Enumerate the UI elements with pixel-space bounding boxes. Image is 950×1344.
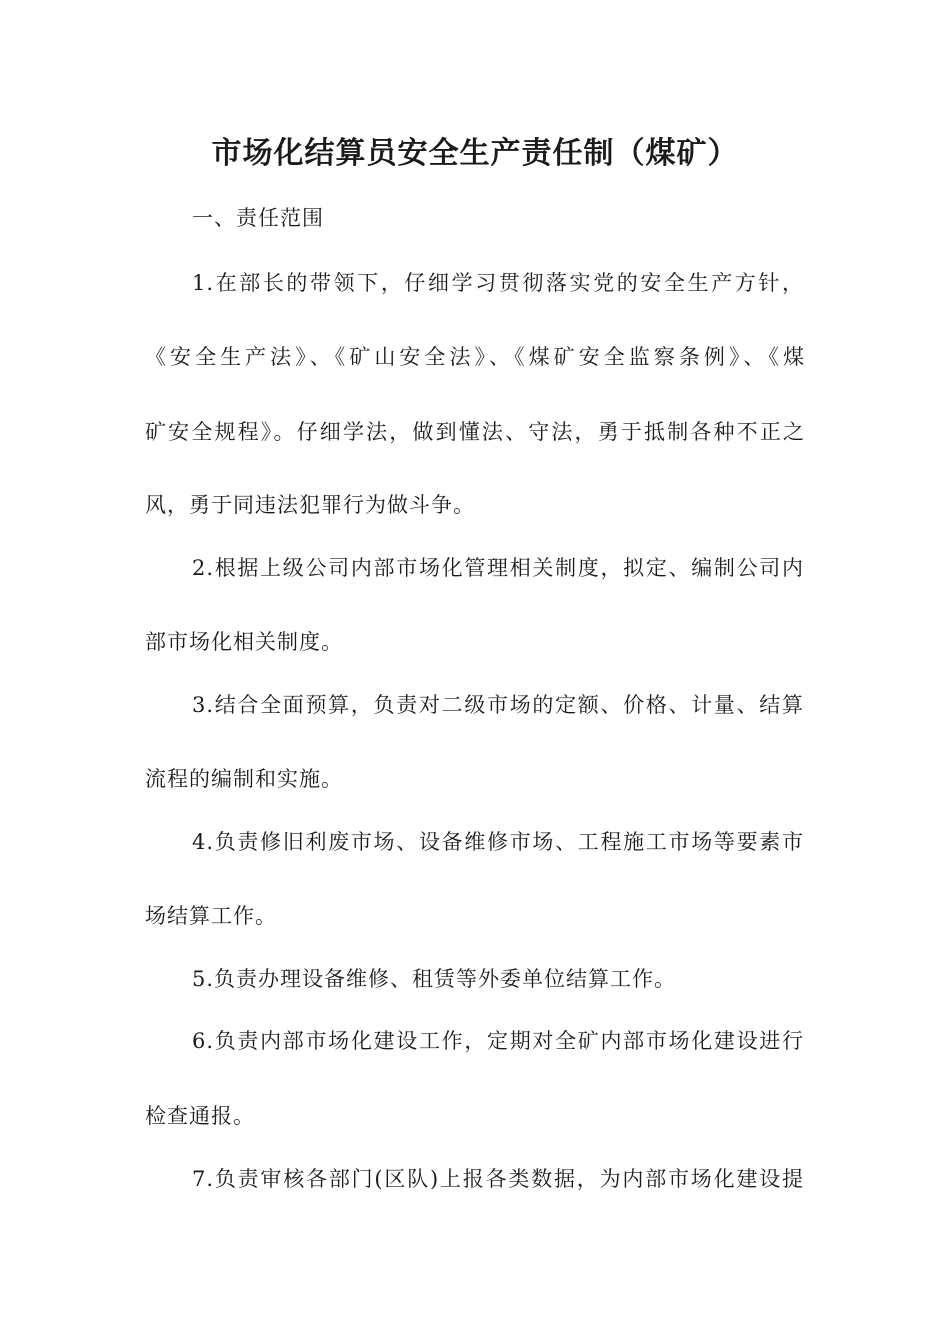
paragraph-2-line-2: 部市场化相关制度。 xyxy=(145,630,343,654)
paragraph-1-line-2: 《安全生产法》、《矿山安全法》、《煤矿安全监察条例》、《煤 xyxy=(145,345,805,369)
paragraph-6-line-2: 检查通报。 xyxy=(145,1104,255,1128)
paragraph-1-line-4: 风，勇于同违法犯罪行为做斗争。 xyxy=(145,493,475,517)
document-title: 市场化结算员安全生产责任制（煤矿） xyxy=(211,136,739,171)
paragraph-7-line-1: 7.负责审核各部门(区队)上报各类数据，为内部市场化建设提 xyxy=(192,1167,804,1191)
paragraph-3-line-2: 流程的编制和实施。 xyxy=(145,767,343,791)
paragraph-5-line-1: 5.负责办理设备维修、租赁等外委单位结算工作。 xyxy=(192,967,677,991)
paragraph-1-line-3: 矿安全规程》。仔细学法，做到懂法、守法，勇于抵制各种不正之 xyxy=(145,420,805,444)
paragraph-2-line-1: 2.根据上级公司内部市场化管理相关制度，拟定、编制公司内 xyxy=(192,556,804,580)
paragraph-4-line-1: 4.负责修旧利废市场、设备维修市场、工程施工市场等要素市 xyxy=(192,830,804,854)
section-heading: 一、责任范围 xyxy=(192,206,324,230)
paragraph-1-line-1: 1.在部长的带领下，仔细学习贯彻落实党的安全生产方针， xyxy=(192,271,804,295)
paragraph-6-line-1: 6.负责内部市场化建设工作，定期对全矿内部市场化建设进行 xyxy=(192,1029,804,1053)
paragraph-4-line-2: 场结算工作。 xyxy=(145,904,277,928)
paragraph-3-line-1: 3.结合全面预算，负责对二级市场的定额、价格、计量、结算 xyxy=(192,693,804,717)
